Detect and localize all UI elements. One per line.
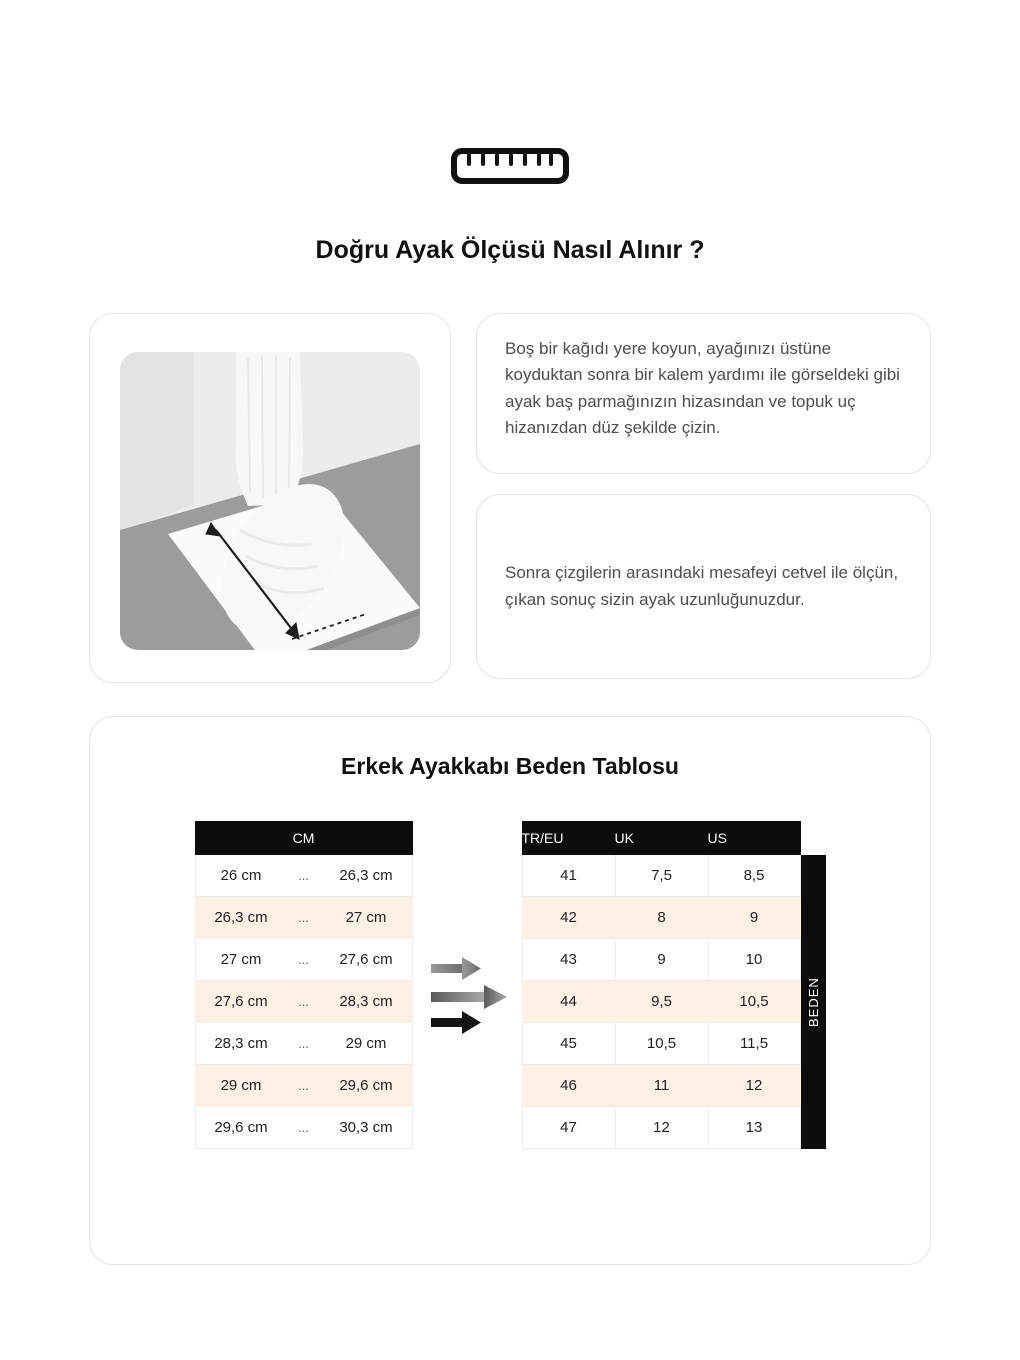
range-dots: ... xyxy=(298,1120,309,1135)
treu-size: 46 xyxy=(522,1065,615,1107)
cm-to: 27 cm xyxy=(345,909,387,926)
cm-from: 29,6 cm xyxy=(214,1119,268,1136)
cm-from: 28,3 cm xyxy=(214,1035,268,1052)
cm-row xyxy=(195,1107,413,1149)
treu-size: 43 xyxy=(522,939,615,981)
instruction-step-2 xyxy=(476,494,931,679)
cm-row xyxy=(195,897,413,939)
beden-vertical-label: BEDEN xyxy=(801,855,826,1149)
cm-row xyxy=(195,939,413,981)
cm-from: 26,3 cm xyxy=(214,909,268,926)
instruction-step-1-text: Boş bir kağıdı yere koyun, ayağınızı üstüne koyduktan sonra bir kalem yardımı ile görseldeki gibi ayak baş parmağınızın hizasından ve topuk uç hizanızdan düz şekilde çizin. xyxy=(505,339,900,438)
cm-from: 27 cm xyxy=(220,951,262,968)
conversion-arrows-icon xyxy=(429,952,509,1039)
uk-size: 9 xyxy=(615,939,708,981)
range-dots: ... xyxy=(298,868,309,883)
range-dots: ... xyxy=(298,952,309,967)
cm-from: 27,6 cm xyxy=(214,993,268,1010)
treu-size: 45 xyxy=(522,1023,615,1065)
range-dots: ... xyxy=(298,1078,309,1093)
range-dots: ... xyxy=(298,1036,309,1051)
us-size: 12 xyxy=(708,1065,801,1107)
instruction-cards xyxy=(476,313,931,683)
ruler-icon xyxy=(89,0,931,184)
size-conversion-block xyxy=(522,821,826,1149)
size-tables xyxy=(90,821,930,1149)
cm-table xyxy=(195,821,413,1149)
size-table-card xyxy=(89,716,931,1265)
size-guide-page xyxy=(89,0,931,1265)
howto-section xyxy=(89,313,931,683)
ruler-icon-svg xyxy=(451,148,569,184)
treu-size: 47 xyxy=(522,1107,615,1149)
uk-size: 9,5 xyxy=(615,981,708,1023)
us-size: 11,5 xyxy=(708,1023,801,1065)
cm-table-header: CM xyxy=(195,821,413,855)
uk-size: 12 xyxy=(615,1107,708,1149)
page-title: Doğru Ayak Ölçüsü Nasıl Alınır ? xyxy=(315,236,705,264)
cm-row xyxy=(195,981,413,1023)
cm-from: 26 cm xyxy=(220,867,262,884)
cm-row xyxy=(195,855,413,897)
cm-to: 26,3 cm xyxy=(339,867,393,884)
size-table-header-row xyxy=(522,821,801,855)
us-size: 10,5 xyxy=(708,981,801,1023)
cm-from: 29 cm xyxy=(220,1077,262,1094)
range-dots: ... xyxy=(298,910,309,925)
cm-to: 27,6 cm xyxy=(339,951,393,968)
range-dots: ... xyxy=(298,994,309,1009)
instruction-step-1 xyxy=(476,313,931,474)
uk-size: 11 xyxy=(615,1065,708,1107)
us-size: 9 xyxy=(708,897,801,939)
uk-size: 10,5 xyxy=(615,1023,708,1065)
us-size: 10 xyxy=(708,939,801,981)
size-row xyxy=(522,939,801,981)
size-row xyxy=(522,1023,801,1065)
cm-to: 29,6 cm xyxy=(339,1077,393,1094)
cm-to: 29 cm xyxy=(345,1035,387,1052)
col-header-us: US xyxy=(707,830,727,846)
foot-on-paper-illustration xyxy=(120,352,420,650)
size-row xyxy=(522,981,801,1023)
size-row xyxy=(522,1065,801,1107)
size-row xyxy=(522,855,801,897)
size-row xyxy=(522,897,801,939)
foot-measure-photo xyxy=(120,352,420,650)
instruction-step-2-text: Sonra çizgilerin arasındaki mesafeyi cetvel ile ölçün, çıkan sonuç sizin ayak uzunluğunuzdur. xyxy=(505,563,899,609)
cm-row xyxy=(195,1023,413,1065)
us-size: 13 xyxy=(708,1107,801,1149)
foot-measure-photo-card xyxy=(89,313,451,683)
treu-size: 42 xyxy=(522,897,615,939)
treu-size: 44 xyxy=(522,981,615,1023)
col-header-uk: UK xyxy=(614,830,634,846)
us-size: 8,5 xyxy=(708,855,801,897)
size-row xyxy=(522,1107,801,1149)
size-table-title: Erkek Ayakkabı Beden Tablosu xyxy=(341,753,679,779)
col-header-treu: TR/EU xyxy=(521,830,564,846)
cm-row xyxy=(195,1065,413,1107)
uk-size: 7,5 xyxy=(615,855,708,897)
uk-size: 8 xyxy=(615,897,708,939)
cm-to: 28,3 cm xyxy=(339,993,393,1010)
treu-size: 41 xyxy=(522,855,615,897)
size-conversion-table xyxy=(522,821,801,1149)
cm-to: 30,3 cm xyxy=(339,1119,393,1136)
